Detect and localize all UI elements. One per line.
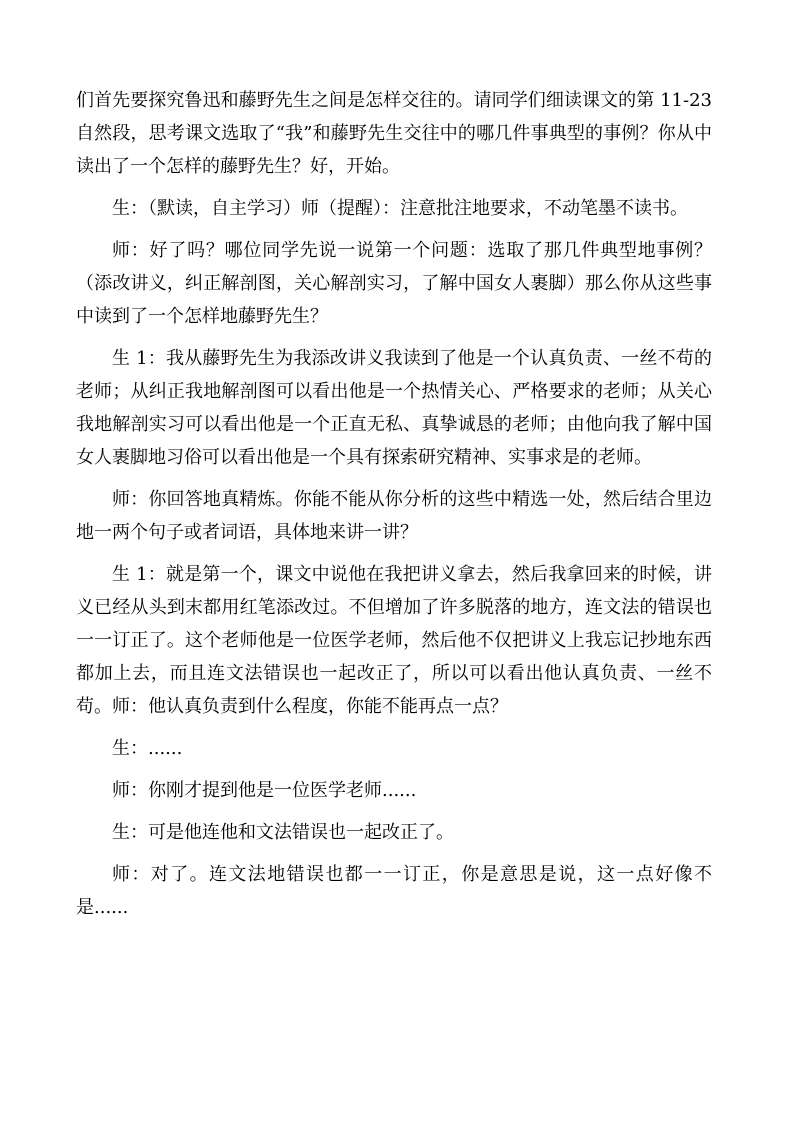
paragraph-student-reply: 生：可是他连他和文法错误也一起改正了。 [112, 822, 454, 843]
paragraph-teacher-hint: 师：你刚才提到他是一位医学老师...... [112, 780, 417, 801]
paragraph-student-1-detail: 生 1：就是第一个，课文中说他在我把讲义拿去，然后我拿回来的时候，讲义已经从头到末都用红笔添改过。不但增加了许多脱落的地方，连文法的错误也一一订正了。这个老师他是一位医学老师，然后他不仅把讲义上我忘记抄地东西都加上去，而且连文法错误也一起改正了，所以可以看出他认真负责、一丝不苟。师：他认真负责到什么程度，你能不能再点一点？ [76, 564, 712, 717]
paragraph-student-reading: 生：（默读，自主学习）师（提醒）：注意批注地要求，不动笔墨不读书。 [112, 198, 688, 219]
document-body [76, 84, 712, 924]
paragraph-teacher-confirm: 师：对了。连文法地错误也都一一订正，你是意思是说，这一点好像不是...... [76, 864, 712, 918]
paragraph-student-1-answer: 生 1：我从藤野先生为我添改讲义我读到了他是一个认真负责、一丝不苟的老师；从纠正我地解剖图可以看出他是一个热情关心、严格要求的老师；从关心我地解剖实习可以看出他是一个正直无私、真挚诚恳的老师；由他向我了解中国女人裹脚地习俗可以看出他是一个具有探索研究精神、实事求是的老师。 [76, 348, 712, 468]
paragraph-teacher-question: 师：好了吗？哪位同学先说一说第一个问题：选取了那几件典型地事例？（添改讲义，纠正解剖图，关心解剖实习，了解中国女人裹脚）那么你从这些事中读到了一个怎样地藤野先生？ [76, 240, 712, 327]
paragraph-continuation: 们首先要探究鲁迅和藤野先生之间是怎样交往的。请同学们细读课文的第 11-23 自然段，思考课文选取了“我”和藤野先生交往中的哪几件事典型的事例？你从中读出了一个怎样的藤野先生？好，开始。 [76, 90, 712, 177]
paragraph-student-pause: 生：...... [112, 738, 183, 759]
paragraph-teacher-followup: 师：你回答地真精炼。你能不能从你分析的这些中精选一处，然后结合里边地一两个句子或者词语，具体地来讲一讲？ [76, 489, 712, 543]
